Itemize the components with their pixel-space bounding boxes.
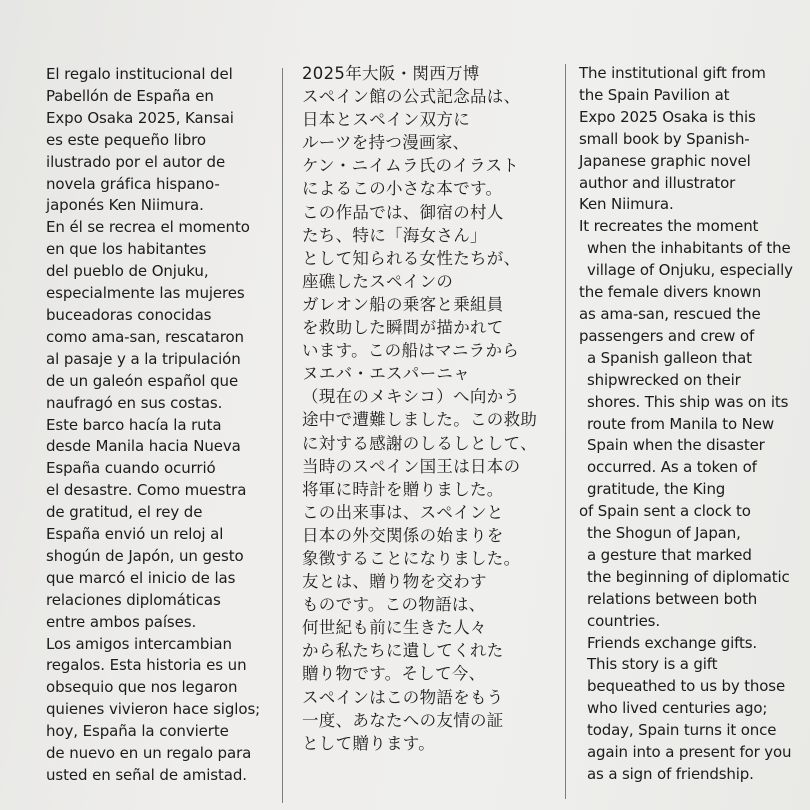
english-line: village of Onjuku, especially xyxy=(587,261,793,280)
japanese-line: ガレオン船の乗客と乗組員 xyxy=(302,294,504,314)
japanese-line: スペインはこの物語をもう xyxy=(302,687,504,707)
english-line: route from Manila to New xyxy=(587,414,774,433)
japanese-line: 一度、あなたへの友情の証 xyxy=(302,710,504,730)
japanese-line: 象徴することになりました。 xyxy=(302,548,521,568)
spanish-line: quienes vivieron hace siglos; xyxy=(46,700,261,719)
spanish-line: desde Manila hacia Nueva xyxy=(46,437,241,456)
japanese-line: この作品では、御宿の村人 xyxy=(302,202,504,222)
spanish-line: es este pequeño libro xyxy=(46,130,206,149)
spanish-line: especialmente las mujeres xyxy=(46,284,245,303)
english-line: occurred. As a token of xyxy=(587,458,757,477)
spanish-line: Pabellón de España en xyxy=(46,86,214,105)
spanish-line: Este barco hacía la ruta xyxy=(46,415,222,434)
english-line: It recreates the moment xyxy=(579,217,759,236)
english-line: Japanese graphic novel xyxy=(579,151,751,170)
spanish-line: ilustrado por el autor de xyxy=(46,152,226,171)
spanish-line: entre ambos países. xyxy=(46,612,197,631)
japanese-line: たち、特に「海女さん」 xyxy=(302,225,487,245)
spanish-line: del pueblo de Onjuku, xyxy=(46,262,209,281)
japanese-text-column xyxy=(302,62,550,755)
english-line: Ken Niimura. xyxy=(579,195,674,214)
japanese-line: ルーツを持つ漫画家、 xyxy=(302,133,470,153)
spanish-line: relaciones diplomáticas xyxy=(46,590,221,609)
japanese-line: ものです。この物語は、 xyxy=(302,595,486,615)
spanish-line: España cuando ocurrió xyxy=(46,459,216,478)
english-line: the female divers known xyxy=(579,283,762,302)
spanish-line: usted en señal de amistad. xyxy=(46,766,247,784)
spanish-paragraph xyxy=(46,64,274,787)
spanish-line: obsequio que nos legaron xyxy=(46,678,238,697)
english-line: a Spanish galleon that xyxy=(587,348,752,367)
column-divider xyxy=(282,68,283,803)
japanese-line: います。この船はマニラから xyxy=(302,341,520,361)
spanish-line: de nuevo en un regalo para xyxy=(46,744,252,763)
english-line: small book by Spanish- xyxy=(579,129,750,148)
japanese-line: として贈ります。 xyxy=(302,733,436,753)
english-line: relations between both xyxy=(587,589,758,608)
english-line: as ama-san, rescued the xyxy=(579,304,761,323)
japanese-line: ヌエバ・エスパーニャ xyxy=(302,364,470,384)
english-line: the Spain Pavilion at xyxy=(579,85,730,104)
spanish-line: el desastre. Como muestra xyxy=(46,481,247,500)
english-line: This story is a gift xyxy=(587,655,718,674)
spanish-line: buceadoras conocidas xyxy=(46,305,212,324)
english-line: the beginning of diplomatic xyxy=(587,567,790,586)
spanish-line: hoy, España la convierte xyxy=(46,722,229,741)
english-line: The institutional gift from xyxy=(579,64,766,82)
japanese-line: に対する感謝のしるしとして、 xyxy=(302,433,537,453)
japanese-line: を救助した瞬間が描かれて xyxy=(302,318,504,338)
japanese-line: ケン・ニイムラ氏のイラスト xyxy=(302,156,520,176)
spanish-line: España envió un reloj al xyxy=(46,525,224,544)
spanish-text-column xyxy=(46,64,274,787)
spanish-line: de un galeón español que xyxy=(46,371,239,390)
japanese-line: 何世紀も前に生きた人々 xyxy=(302,618,487,638)
japanese-line: として知られる女性たちが、 xyxy=(302,248,521,268)
english-line: author and illustrator xyxy=(579,173,736,192)
spanish-line: de gratitud, el rey de xyxy=(46,503,203,522)
english-line: Spain when the disaster xyxy=(587,436,765,455)
japanese-line: 友とは、贈り物を交わす xyxy=(302,572,487,592)
spanish-line: Los amigos intercambian xyxy=(46,634,232,653)
spanish-line: El regalo institucional del xyxy=(46,65,233,83)
spanish-line: novela gráfica hispano- xyxy=(46,174,220,193)
spanish-line: Expo Osaka 2025, Kansai xyxy=(46,108,234,127)
spanish-line: shogún de Japón, un gesto xyxy=(46,546,244,565)
spanish-line: regalos. Esta historia es un xyxy=(46,656,247,675)
japanese-line: から私たちに遺してくれた xyxy=(302,641,504,661)
spanish-line: naufragó en sus costas. xyxy=(46,393,223,412)
english-line: Friends exchange gifts. xyxy=(587,633,757,652)
english-line: shores. This ship was on its xyxy=(587,392,789,411)
english-text-column xyxy=(579,63,805,786)
japanese-line: 贈り物です。そして今、 xyxy=(302,664,486,684)
english-line: today, Spain turns it once xyxy=(587,721,777,740)
english-line: a gesture that marked xyxy=(587,545,752,564)
japanese-line: 日本とスペイン双方に xyxy=(302,110,470,130)
japanese-line: 当時のスペイン国王は日本の xyxy=(302,456,521,476)
english-line: of Spain sent a clock to xyxy=(579,502,751,521)
english-line: when the inhabitants of the xyxy=(587,239,791,258)
japanese-line: 2025年大阪・関西万博 xyxy=(302,64,480,83)
spanish-line: japonés Ken Niimura. xyxy=(46,196,204,215)
japanese-line: （現在のメキシコ）へ向かう xyxy=(302,387,521,407)
japanese-line: 日本の外交関係の始まりを xyxy=(302,525,504,545)
english-line: countries. xyxy=(587,611,660,630)
english-line: who lived centuries ago; xyxy=(587,699,768,718)
column-divider xyxy=(565,64,566,799)
spanish-line: como ama-san, rescataron xyxy=(46,327,244,346)
english-line: passengers and crew of xyxy=(579,326,755,345)
spanish-line: al pasaje y a la tripulación xyxy=(46,349,241,368)
english-line: gratitude, the King xyxy=(587,480,726,499)
english-line: Expo 2025 Osaka is this xyxy=(579,107,756,126)
japanese-line: 将軍に時計を贈りました。 xyxy=(302,479,504,499)
spanish-line: que marcó el inicio de las xyxy=(46,568,236,587)
english-line: shipwrecked on their xyxy=(587,370,741,389)
japanese-line: 途中で遭難しました。この救助 xyxy=(302,410,538,430)
japanese-line: この出来事は、スペインと xyxy=(302,502,504,522)
english-line: again into a present for you xyxy=(587,743,792,762)
japanese-line: スペイン館の公式記念品は、 xyxy=(302,87,521,107)
japanese-line: 座礁したスペインの xyxy=(302,271,454,291)
spanish-line: En él se recrea el momento xyxy=(46,218,250,237)
english-line: as a sign of friendship. xyxy=(587,765,754,783)
japanese-line: によるこの小さな本です。 xyxy=(302,179,503,199)
english-line: the Shogun of Japan, xyxy=(587,524,741,543)
japanese-paragraph xyxy=(302,62,550,755)
english-line: bequeathed to us by those xyxy=(587,677,786,696)
english-paragraph xyxy=(579,63,805,786)
spanish-line: en que los habitantes xyxy=(46,240,207,259)
